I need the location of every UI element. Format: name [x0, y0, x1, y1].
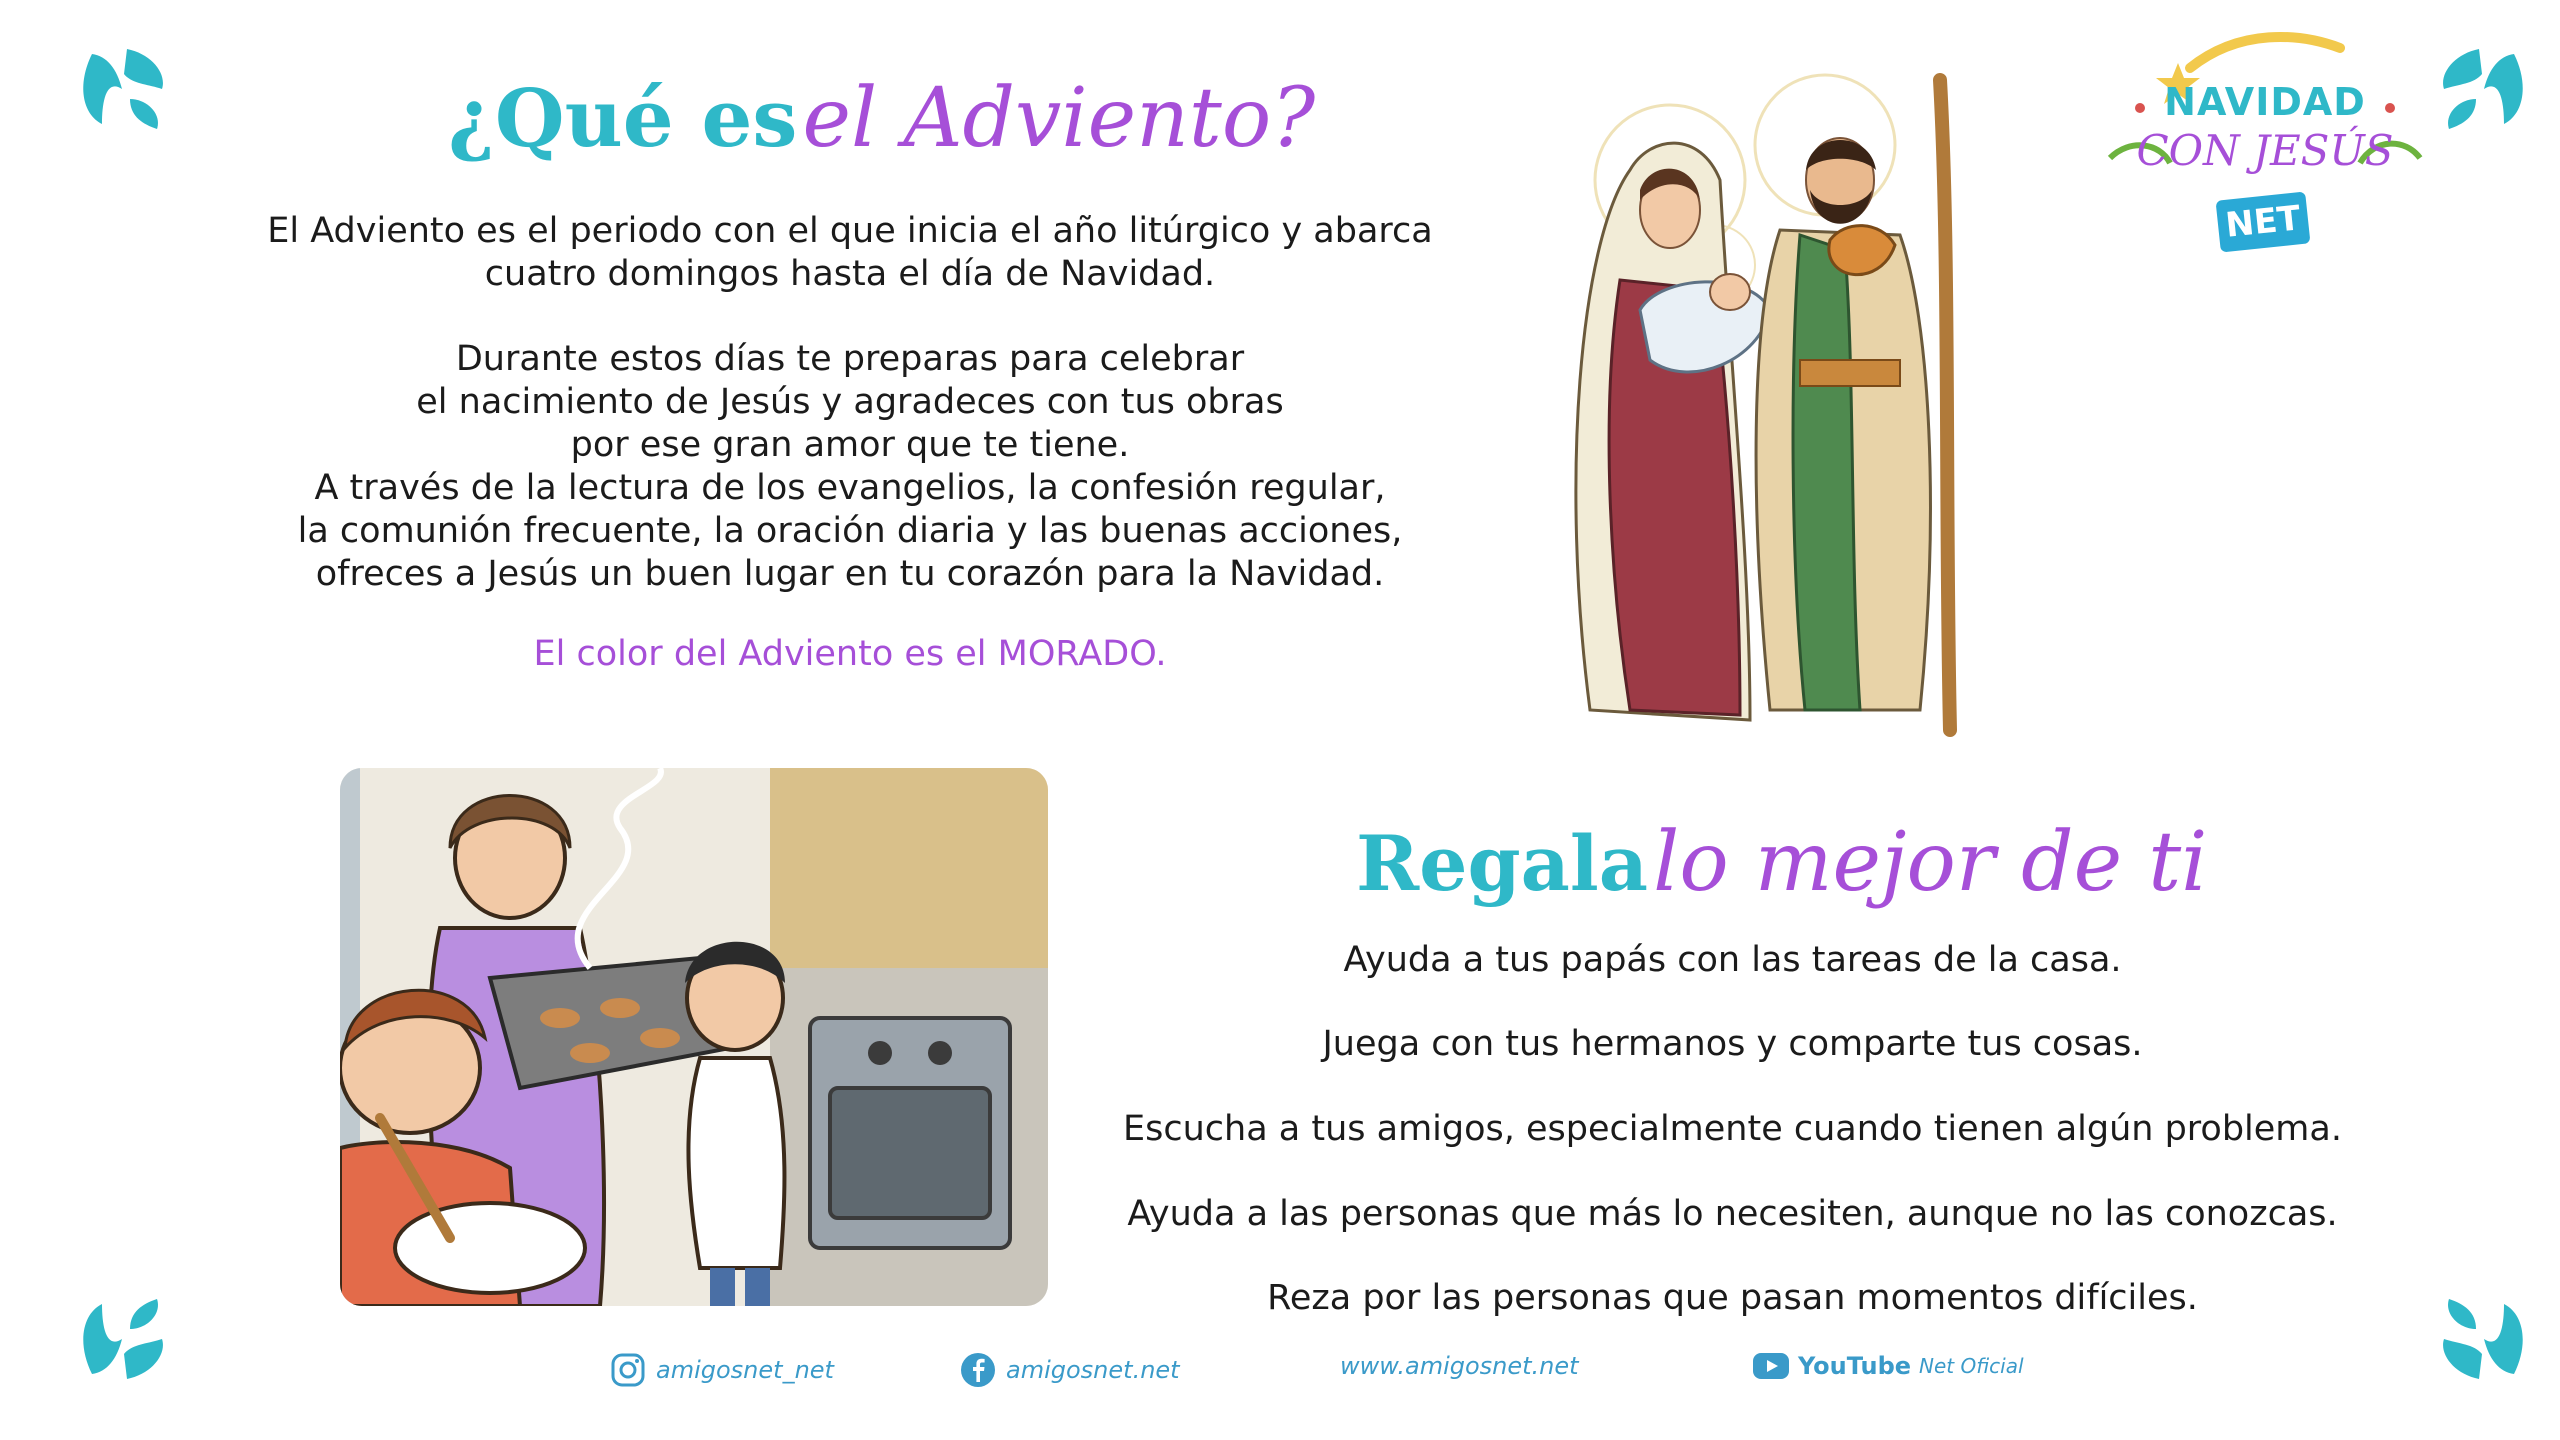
corner-leaf-bottom-right-icon — [2434, 1294, 2534, 1384]
logo-line-con-jesus: CON JESÚS — [2136, 126, 2394, 175]
facebook-icon — [960, 1352, 996, 1388]
text-line: la comunión frecuente, la oración diaria y las buenas acciones, — [297, 511, 1403, 551]
footer-website[interactable] — [1340, 1352, 1579, 1380]
text-line: Durante estos días te preparas para celebrar — [455, 339, 1245, 379]
gift-item-1: Ayuda a tus papás con las tareas de la casa. — [1343, 940, 2122, 980]
gift-item-2: Juega con tus hermanos y comparte tus cosas. — [1322, 1024, 2143, 1064]
gift-title-bold: Regala — [1356, 819, 1649, 908]
youtube-brand: YouTube — [1798, 1352, 1912, 1380]
advent-paragraph-2 — [230, 338, 1470, 596]
logo-line-navidad: NAVIDAD — [2164, 80, 2366, 124]
text-line: A través de la lectura de los evangelios, la confesión regular, — [314, 468, 1386, 508]
advent-title — [448, 71, 1316, 166]
advent-paragraph-1 — [230, 210, 1470, 296]
navidad-con-jesus-logo — [2100, 28, 2430, 268]
footer-youtube[interactable] — [1752, 1352, 2024, 1380]
youtube-icon — [1752, 1352, 1790, 1380]
corner-leaf-top-right-icon — [2434, 44, 2534, 134]
instagram-handle: amigosnet_net — [656, 1356, 834, 1384]
kitchen-illustration — [340, 768, 1048, 1306]
advent-title-bold: ¿Qué es — [448, 71, 798, 165]
instagram-icon — [610, 1352, 646, 1388]
youtube-channel: Net Oficial — [1919, 1354, 2024, 1378]
advent-color-note: El color del Adviento es el MORADO. — [533, 634, 1167, 674]
holy-family-illustration — [1500, 60, 2010, 740]
text-line: cuatro domingos hasta el día de Navidad. — [484, 254, 1216, 294]
footer-facebook[interactable] — [960, 1352, 1180, 1388]
logo-net-badge: NET — [2216, 191, 2311, 252]
text-line: el nacimiento de Jesús y agradeces con tus obras — [416, 382, 1284, 422]
corner-leaf-top-left-icon — [72, 44, 172, 134]
gift-title-script: lo mejor de ti — [1653, 815, 2208, 910]
text-line: El Adviento es el periodo con el que inicia el año litúrgico y abarca — [267, 211, 1433, 251]
text-line: por ese gran amor que te tiene. — [570, 425, 1130, 465]
gift-title — [1356, 815, 2208, 910]
gift-item-4: Ayuda a las personas que más lo necesiten, aunque no las conozcas. — [1127, 1194, 2338, 1234]
advent-title-script: el Adviento? — [802, 71, 1316, 166]
facebook-handle: amigosnet.net — [1006, 1356, 1180, 1384]
footer-instagram[interactable] — [610, 1352, 834, 1388]
gift-item-3: Escucha a tus amigos, especialmente cuando tienen algún problema. — [1123, 1109, 2342, 1149]
corner-leaf-bottom-left-icon — [72, 1294, 172, 1384]
gift-item-5: Reza por las personas que pasan momentos difíciles. — [1267, 1278, 2198, 1318]
text-line: ofreces a Jesús un buen lugar en tu corazón para la Navidad. — [315, 554, 1385, 594]
website-link[interactable]: www.amigosnet.net — [1340, 1352, 1579, 1380]
